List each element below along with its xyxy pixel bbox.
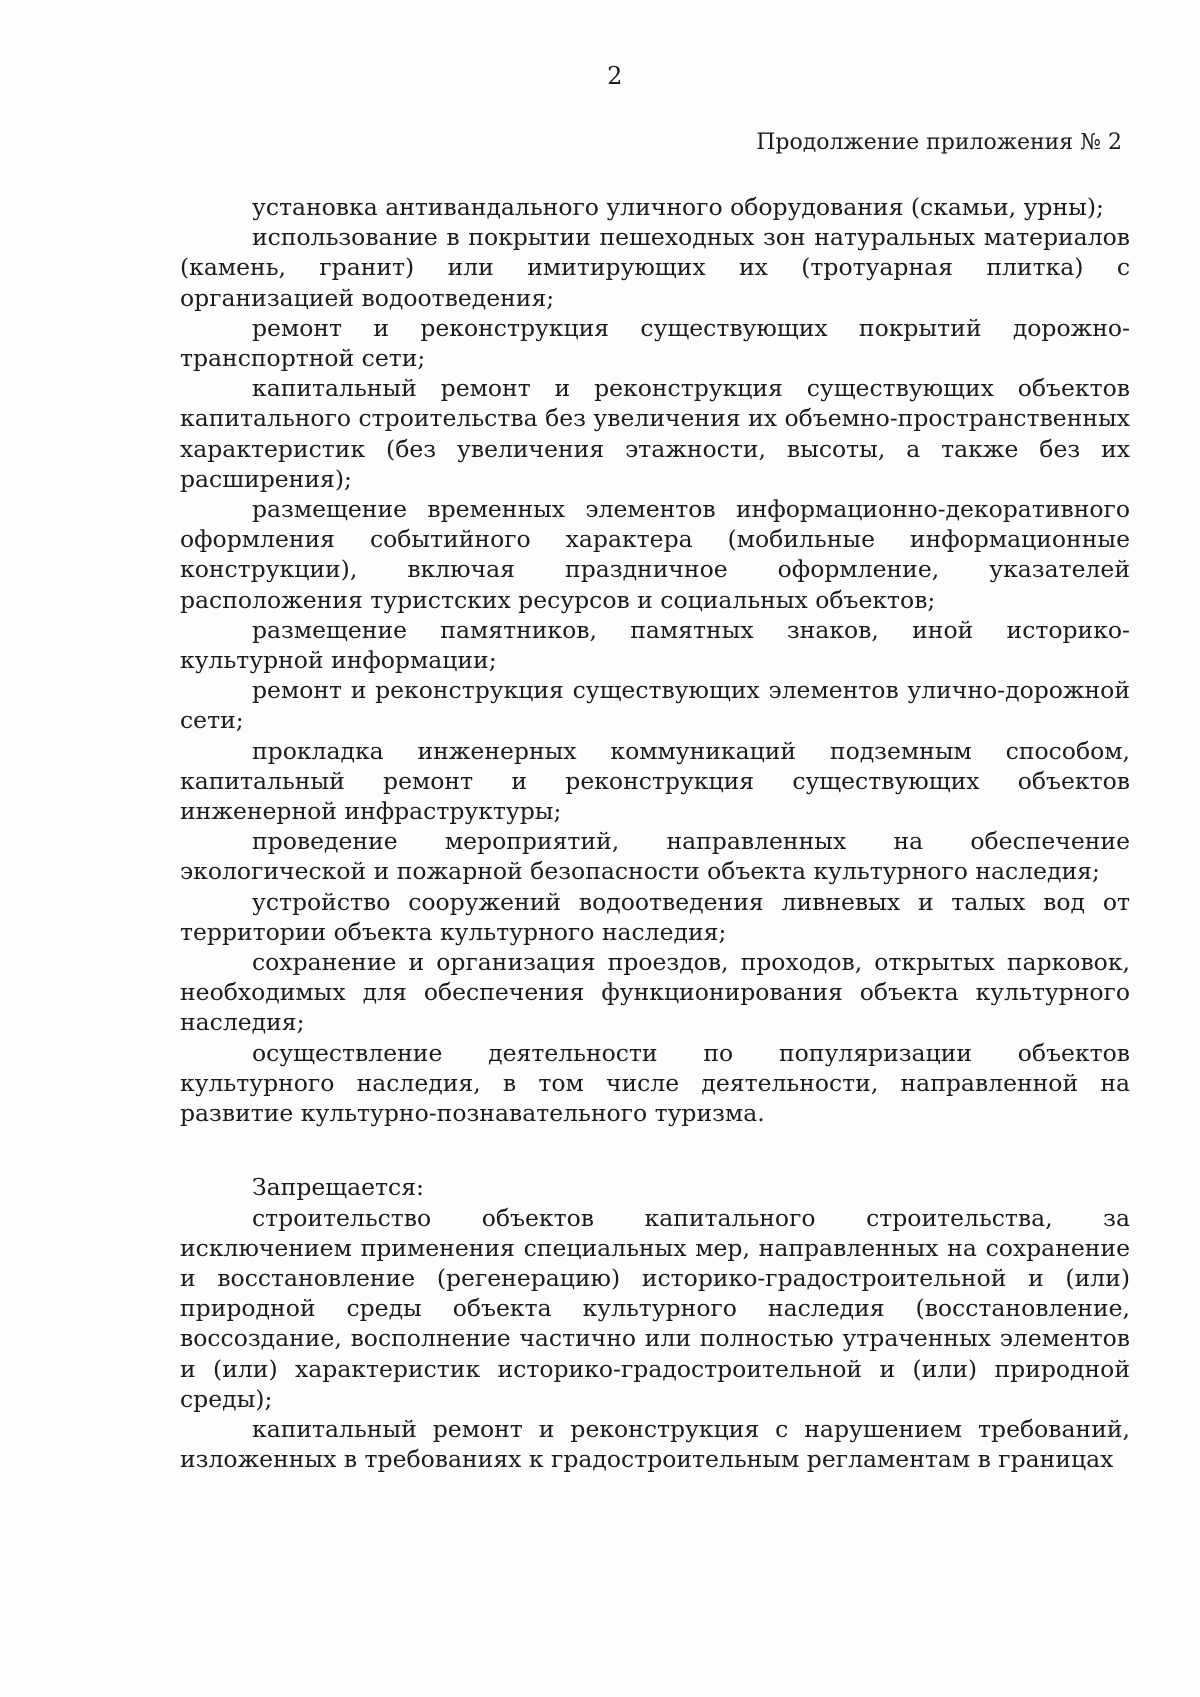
permitted-item: капитальный ремонт и реконструкция существующих объектов капитального строительства без увеличения их объемно-пространственных характеристик (без увеличения этажности, высоты, а также без их расширения); [180,374,1130,493]
permitted-item: установка антивандального уличного оборудования (скамьи, урны); [252,193,1104,221]
permitted-item: проведение мероприятий, направленных на обеспечение экологической и пожарной безопасности объекта культурного наследия; [180,827,1130,886]
appendix-continuation-note: Продолжение приложения № 2 [756,130,1122,155]
prohibited-item: капитальный ремонт и реконструкция с нарушением требований, изложенных в требованиях к градостроительным регламентам в границах [180,1414,1130,1474]
permitted-item: осуществление деятельности по популяризации объектов культурного наследия, в том числе деятельности, направленной на развитие культурно-познавательного туризма. [180,1038,1130,1128]
permitted-item: устройство сооружений водоотведения ливневых и талых вод от территории объекта культурного наследия; [180,887,1130,946]
permitted-item: размещение временных элементов информационно-декоративного оформления событийного характера (мобильные информационные конструкции), включая праздничное оформление, указателей расположения туристских ресурсов и социальных объектов; [180,495,1130,614]
permitted-item: ремонт и реконструкция существующих покрытий дорожно-транспортной сети; [180,313,1130,373]
permitted-item: ремонт и реконструкция существующих элементов улично-дорожной сети; [180,676,1130,735]
document-body [180,192,1130,1474]
permitted-item: прокладка инженерных коммуникаций подземным способом, капитальный ремонт и реконструкция существующих объектов инженерной инфраструктуры; [180,736,1130,826]
permitted-item: сохранение и организация проездов, проходов, открытых парковок, необходимых для обеспечения функционирования объекта культурного наследия; [180,948,1130,1037]
permitted-item: размещение памятников, памятных знаков, иной историко-культурной информации; [180,615,1130,675]
page-number: 2 [607,62,623,90]
prohibited-heading: Запрещается: [252,1173,424,1202]
permitted-item: использование в покрытии пешеходных зон натуральных материалов (камень, гранит) или имитирующих их (тротуарная плитка) с организацией водоотведения; [180,223,1130,312]
prohibited-item: строительство объектов капитального строительства, за исключением применения специальных мер, направленных на сохранение и восстановление (регенерацию) историко-градостроительной и (или) природной среды объекта культурного наследия (восстановление, воссоздание, восполнение частично или полностью утраченных элементов и (или) характеристик историко-градостроительной и (или) природной среды); [180,1203,1130,1413]
